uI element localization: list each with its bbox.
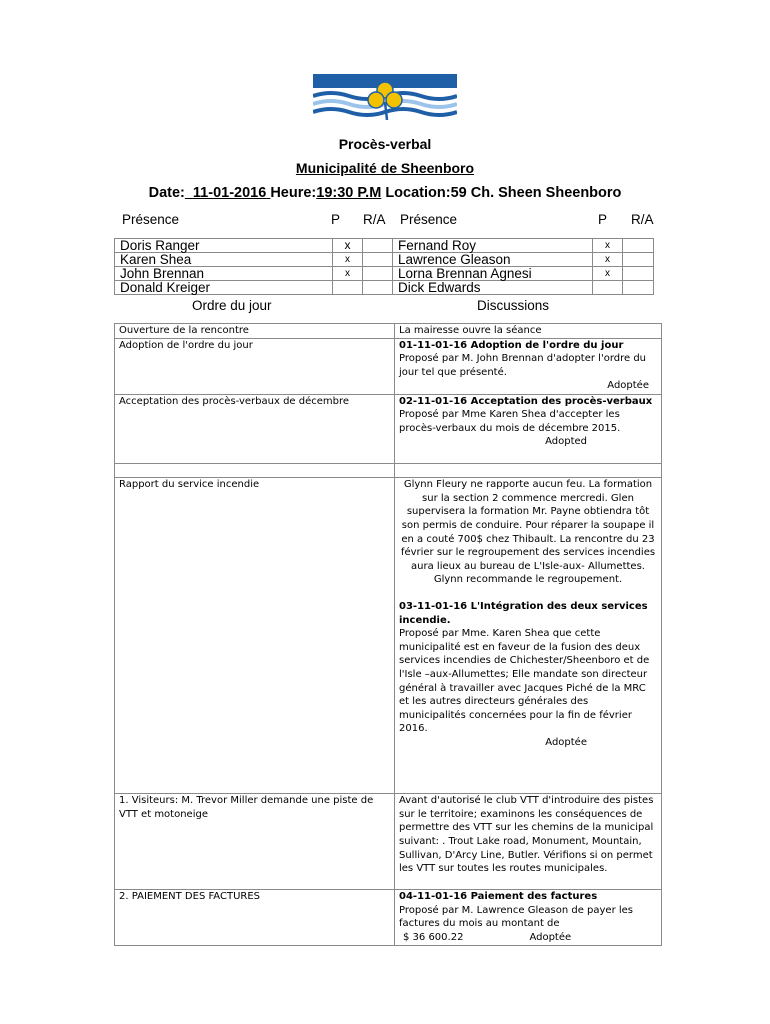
meeting-info-line [0, 185, 770, 201]
resolution-title: 03-11-01-16 L'Intégration des deux services incendie. [399, 600, 648, 626]
ra-mark [623, 239, 654, 253]
member-name: Karen Shea [115, 253, 333, 267]
municipal-logo [313, 74, 457, 122]
p-header-left: P [331, 212, 341, 227]
ra-mark [623, 267, 654, 281]
p-header-right: P [598, 212, 608, 227]
attendance-table [114, 238, 654, 295]
date-label: Date: [148, 185, 185, 201]
discussion: Avant d'autorisé le club VTT d'introduire des pistes sur le territoire; examinons les conséquences de permettre des VTT sur les chemins de la municipal suivant: . Trout Lake road, Monument, Mountain, Sullivan, D'Arcy Line, Butler. Vérifions si on permet les VTT sur toutes les routes municipales. [395, 794, 662, 890]
agenda-item: 2. PAIEMENT DES FACTURES [115, 890, 395, 946]
present-mark: x [333, 239, 363, 253]
presence-header-right: Présence [400, 212, 458, 227]
resolution-title: 02-11-01-16 Acceptation des procès-verbaux [399, 395, 653, 407]
resolution-text: Proposé par M. Lawrence Gleason de payer les factures du mois au montant de [399, 904, 634, 930]
table-row [115, 463, 662, 478]
table-row [115, 394, 662, 463]
resolution-text: Proposé par M. John Brennan d'adopter l'ordre du jour tel que présenté. [399, 353, 647, 378]
agenda-column-header: Ordre du jour [192, 298, 272, 313]
table-row [115, 794, 662, 890]
resolution-text: Proposé par Mme Karen Shea d'accepter les procès-verbaux du mois de décembre 2015. [399, 409, 621, 434]
agenda-item: Adoption de l'ordre du jour [115, 338, 395, 394]
table-row [115, 890, 662, 946]
ra-mark [623, 253, 654, 267]
resolution-title: 04-11-01-16 Paiement des factures [399, 891, 598, 903]
ra-mark [363, 281, 393, 295]
table-row [115, 478, 662, 794]
resolution-status: Adopted [545, 436, 587, 448]
member-name: Fernand Roy [393, 239, 593, 253]
discussion [395, 394, 662, 463]
member-name: Donald Kreiger [115, 281, 333, 295]
document-title: Procès-verbal [338, 136, 432, 152]
ra-mark [623, 281, 654, 295]
attendance-row [115, 281, 654, 295]
present-mark [593, 281, 623, 295]
time-label: Heure: [270, 185, 317, 201]
present-mark: x [593, 267, 623, 281]
meeting-location: 59 Ch. Sheen Sheenboro [450, 185, 622, 201]
present-mark: x [333, 253, 363, 267]
municipality-name: Municipalité de Sheenboro [295, 160, 475, 176]
present-mark: x [593, 253, 623, 267]
agenda-item: Ouverture de la rencontre [115, 324, 395, 339]
resolution-status: Adoptée [607, 380, 649, 392]
resolution-text: Proposé par Mme. Karen Shea que cette municipalité est en faveur de la fusion des deux services incendies de Chichester/Sheenboro et de l'Isle –aux-Allumettes; Elle mandate son directeur général à travailler avec Jacques Piché de la MRC et les autres directeurs générales des municipalités concernées pour la fin de février 2016. [399, 628, 650, 735]
empty-cell [395, 463, 662, 478]
member-name: Lorna Brennan Agnesi [393, 267, 593, 281]
presence-header-left: Présence [122, 212, 180, 227]
agenda-item: Acceptation des procès-verbaux de décembre [115, 394, 395, 463]
agenda-item: Rapport du service incendie [115, 478, 395, 794]
agenda-item: 1. Visiteurs: M. Trevor Miller demande une piste de VTT et motoneige [115, 794, 395, 890]
member-name: Lawrence Gleason [393, 253, 593, 267]
discussions-column-header: Discussions [477, 298, 550, 313]
report-text: Glynn Fleury ne rapporte aucun feu. La formation sur la section 2 commence mercredi. Glen supervisera la formation Mr. Payne obtiendra tôt son permis de conduire. Pour réparer la soupape il en a couté 700$ chez Thibault. La rencontre du 23 février sur le regroupement des services incendies aura lieux au bureau de L'Isle-aux- Allumettes. Glynn recommande le regroupement. [400, 479, 656, 586]
attendance-row [115, 239, 654, 253]
attendance-row [115, 253, 654, 267]
member-name: John Brennan [115, 267, 333, 281]
payment-amount: $ 36 600.22 [403, 931, 464, 943]
resolution-title: 01-11-01-16 Adoption de l'ordre du jour [399, 339, 624, 351]
member-name: Dick Edwards [393, 281, 593, 295]
present-mark: x [333, 267, 363, 281]
ra-header-right: R/A [631, 212, 654, 227]
payment-line [399, 931, 657, 945]
ra-mark [363, 253, 393, 267]
discussion [395, 478, 662, 794]
present-mark [333, 281, 363, 295]
discussion [395, 338, 662, 394]
meeting-time: 19:30 P.M [316, 185, 382, 201]
member-name: Doris Ranger [115, 239, 333, 253]
table-row [115, 324, 662, 339]
discussion [395, 890, 662, 946]
discussion: La mairesse ouvre la séance [395, 324, 662, 339]
agenda-table [114, 323, 662, 946]
table-row [115, 338, 662, 394]
empty-cell [115, 463, 395, 478]
location-label: Location: [385, 185, 451, 201]
present-mark: x [593, 239, 623, 253]
ra-mark [363, 239, 393, 253]
meeting-date: 11-01-2016 [192, 185, 267, 201]
ra-header-left: R/A [363, 212, 386, 227]
attendance-row [115, 267, 654, 281]
resolution-status: Adoptée [529, 931, 572, 943]
ra-mark [363, 267, 393, 281]
resolution-status: Adoptée [545, 736, 587, 748]
